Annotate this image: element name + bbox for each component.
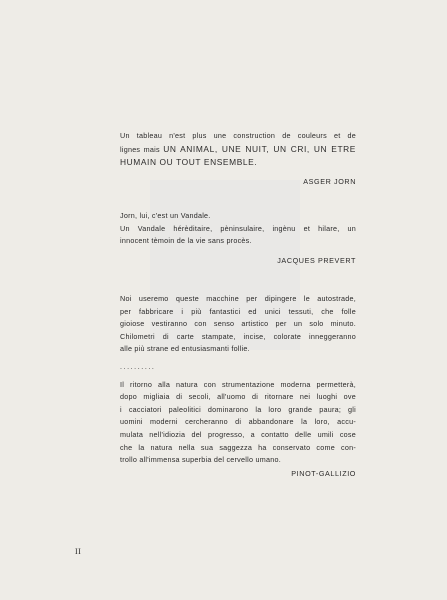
author-signature: PINOT-GALLIZIO xyxy=(291,468,356,478)
text-line: i cacciatori paleolitici dominarono la loro grande paura; gli xyxy=(120,404,356,414)
text-line: per fabbricare i più fantastici ed unici tessuti, che folle xyxy=(120,306,356,316)
text-line: trollo all'immensa superbia del cervello umano. xyxy=(120,455,281,465)
quote-gallizio-text-1 xyxy=(120,293,356,356)
text-line xyxy=(120,143,356,157)
author-signature: ASGER JORN xyxy=(303,176,356,186)
emphasis-text: UN ANIMAL, UNE NUIT, UN CRI, UN ETRE xyxy=(163,143,356,154)
text-line: innocent tèmoin de la vie sans procès. xyxy=(120,236,252,246)
separator-dots: .......... xyxy=(120,363,156,371)
page-number: II xyxy=(75,547,82,556)
text-line: Noi useremo queste macchine per dipingere le autostrade, xyxy=(120,294,356,303)
text-line: alle più strane ed entusiasmanti follie. xyxy=(120,344,250,354)
quote-gallizio xyxy=(120,293,356,480)
text-line-lead: lignes mais xyxy=(120,144,164,154)
author-signature: JACQUES PREVERT xyxy=(277,255,356,265)
text-line: HUMAIN OU TOUT ENSEMBLE. xyxy=(120,157,258,168)
text-line: mulata nell'idiozia del progresso, a contatto delle umili cose xyxy=(120,429,356,439)
text-line: Il ritorno alla natura con strumentazione moderna permetterà, xyxy=(120,379,356,389)
quote-jorn xyxy=(120,130,356,188)
text-line: Un Vandale hérèditaire, pèninsulaire, ingènu et hilare, un xyxy=(120,223,356,233)
text-line: Un tableau n'est plus une construction de couleurs et de xyxy=(120,131,356,140)
text-line: Jorn, lui, c'est un Vandale. xyxy=(120,211,211,220)
quote-prevert-text xyxy=(120,210,356,248)
text-line: uomini moderni cercheranno di abbandonare la loro, accu- xyxy=(120,417,356,427)
quote-jorn-text xyxy=(120,130,356,169)
text-line: gioiose vestiranno con senso artistico per un solo minuto. xyxy=(120,319,356,329)
text-line: dopo migliaia di secoli, all'uomo di ritornare nei luoghi ove xyxy=(120,392,356,402)
quote-prevert xyxy=(120,210,356,267)
quote-gallizio-text-2 xyxy=(120,379,356,467)
text-line: che la natura nella sua saggezza ha conservato come con- xyxy=(120,442,356,452)
text-line: Chilometri di carte stampate, incise, colorate inneggeranno xyxy=(120,331,356,341)
